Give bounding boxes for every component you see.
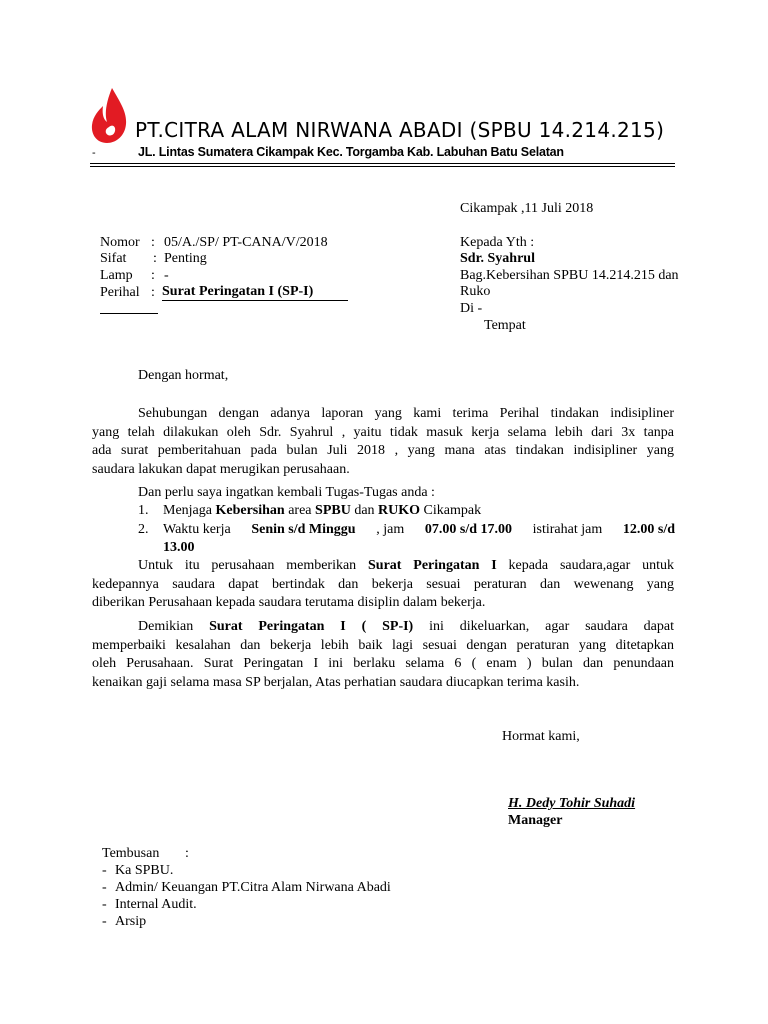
meta-nomor-value: 05/A./SP/ PT-CANA/V/2018 xyxy=(164,235,328,250)
recipient-di: Di - xyxy=(460,301,483,316)
paragraph-3 xyxy=(92,618,674,692)
duty-2-c: , jam xyxy=(376,522,405,537)
duty-2-break: 12.00 s/d xyxy=(622,522,675,537)
recipient-dept-line2: Ruko xyxy=(460,284,491,299)
paragraph-3-line-1: Demikian Surat Peringatan I ( SP-I) ini dikeluarkan, agar saudara dapat xyxy=(138,619,674,634)
meta-perihal-label: Perihal xyxy=(100,285,140,300)
duty-2-days: Senin s/d Minggu xyxy=(251,522,356,537)
closing: Hormat kami, xyxy=(502,729,580,744)
letter-date: Cikampak ,11 Juli 2018 xyxy=(460,201,594,216)
cc-heading: Tembusan xyxy=(102,846,160,861)
signatory-title: Manager xyxy=(508,813,563,828)
meta-perihal-value: Surat Peringatan I (SP-I) xyxy=(162,284,348,301)
company-address: JL. Lintas Sumatera Cikampak Kec. Torgamba Kab. Labuhan Batu Selatan xyxy=(138,145,564,159)
duty-2-e: istirahat jam xyxy=(532,522,603,537)
paragraph-3-line-3: oleh Perusahaan. Surat Peringatan I ini berlaku selama 6 ( enam ) bulan dan penundaan xyxy=(92,656,674,671)
meta-lamp-value: - xyxy=(164,268,169,283)
meta-sifat-label: Sifat xyxy=(100,251,127,266)
meta-nomor-sep: : xyxy=(151,235,155,250)
cc-heading-sep: : xyxy=(185,846,189,861)
paragraph-1 xyxy=(92,405,674,479)
cc-item-3: Internal Audit. xyxy=(115,897,197,912)
cc-bullet: - xyxy=(102,863,107,878)
paragraph-1-line-1: Sehubungan dengan adanya laporan yang kami terima Perihal tindakan indisipliner xyxy=(138,406,674,421)
meta-sifat-value: Penting xyxy=(164,251,207,266)
duty-1: Menjaga Kebersihan area SPBU dan RUKO Cikampak xyxy=(163,503,482,518)
header-rule-thin xyxy=(90,166,675,167)
cc-bullet: - xyxy=(102,897,107,912)
duty-1-number: 1. xyxy=(138,503,149,518)
address-dash: - xyxy=(92,147,96,159)
salutation: Dengan hormat, xyxy=(138,368,229,383)
duties-intro: Dan perlu saya ingatkan kembali Tugas-Tugas anda : xyxy=(138,485,435,500)
recipient-dept-line1: Bag.Kebersihan SPBU 14.214.215 dan xyxy=(460,268,679,283)
meta-sifat-sep: : xyxy=(153,251,157,266)
cc-bullet: - xyxy=(102,880,107,895)
signatory-name: H. Dedy Tohir Suhadi xyxy=(508,796,636,811)
cc-item-2: Admin/ Keuangan PT.Citra Alam Nirwana Abadi xyxy=(115,880,391,895)
meta-lamp-sep: : xyxy=(151,268,155,283)
header-rule-thick xyxy=(90,163,675,164)
paragraph-3-line-2: memperbaiki kesalahan dan bekerja lebih baik lagi sesuai dengan peraturan yang ditetapkan xyxy=(92,637,674,653)
duty-2-a: Waktu kerja xyxy=(163,522,231,537)
cc-item-1: Ka SPBU. xyxy=(115,863,174,878)
duty-2 xyxy=(163,521,675,539)
paragraph-2-line-3: diberikan Perusahaan kepada saudara terutama disiplin dalam bekerja. xyxy=(92,595,486,610)
paragraph-2 xyxy=(92,557,674,613)
recipient-kepada: Kepada Yth : xyxy=(460,235,535,250)
company-name: PT.CITRA ALAM NIRWANA ABADI (SPBU 14.214.215) xyxy=(135,118,665,142)
cc-item-4: Arsip xyxy=(115,914,147,929)
duty-2-number: 2. xyxy=(138,522,149,537)
meta-lamp-label: Lamp xyxy=(100,268,133,283)
paragraph-2-line-1: Untuk itu perusahaan memberikan Surat Peringatan I kepada saudara,agar untuk xyxy=(138,558,675,573)
paragraph-3-line-4: kenaikan gaji selama masa SP berjalan, Atas perhatian saudara diucapkan terima kasih. xyxy=(92,674,580,690)
cc-bullet: - xyxy=(102,914,107,929)
duty-2-break-end: 13.00 xyxy=(163,540,195,555)
duty-2-hours: 07.00 s/d 17.00 xyxy=(424,522,512,537)
paragraph-1-line-2: yang telah dilakukan oleh Sdr. Syahrul , yaitu tidak masuk kerja selama lebih dari 3x tanpa xyxy=(92,424,674,440)
paragraph-1-line-3: ada surat pemberitahuan pada bulan Juli 2018 , yang mana atas tindakan indisipliner yang xyxy=(92,443,674,458)
paragraph-2-line-2: kedepannya saudara dapat bertindak dan bekerja sesuai peraturan dan wewenang yang xyxy=(92,576,674,592)
meta-underline xyxy=(100,313,158,314)
paragraph-1-line-4: saudara lakukan dapat merugikan perusahaan. xyxy=(92,461,350,477)
meta-nomor-label: Nomor xyxy=(100,235,140,250)
company-logo-flame-icon xyxy=(90,86,128,144)
recipient-tempat: Tempat xyxy=(484,318,526,333)
meta-perihal-sep: : xyxy=(151,285,155,300)
recipient-name: Sdr. Syahrul xyxy=(460,251,535,266)
